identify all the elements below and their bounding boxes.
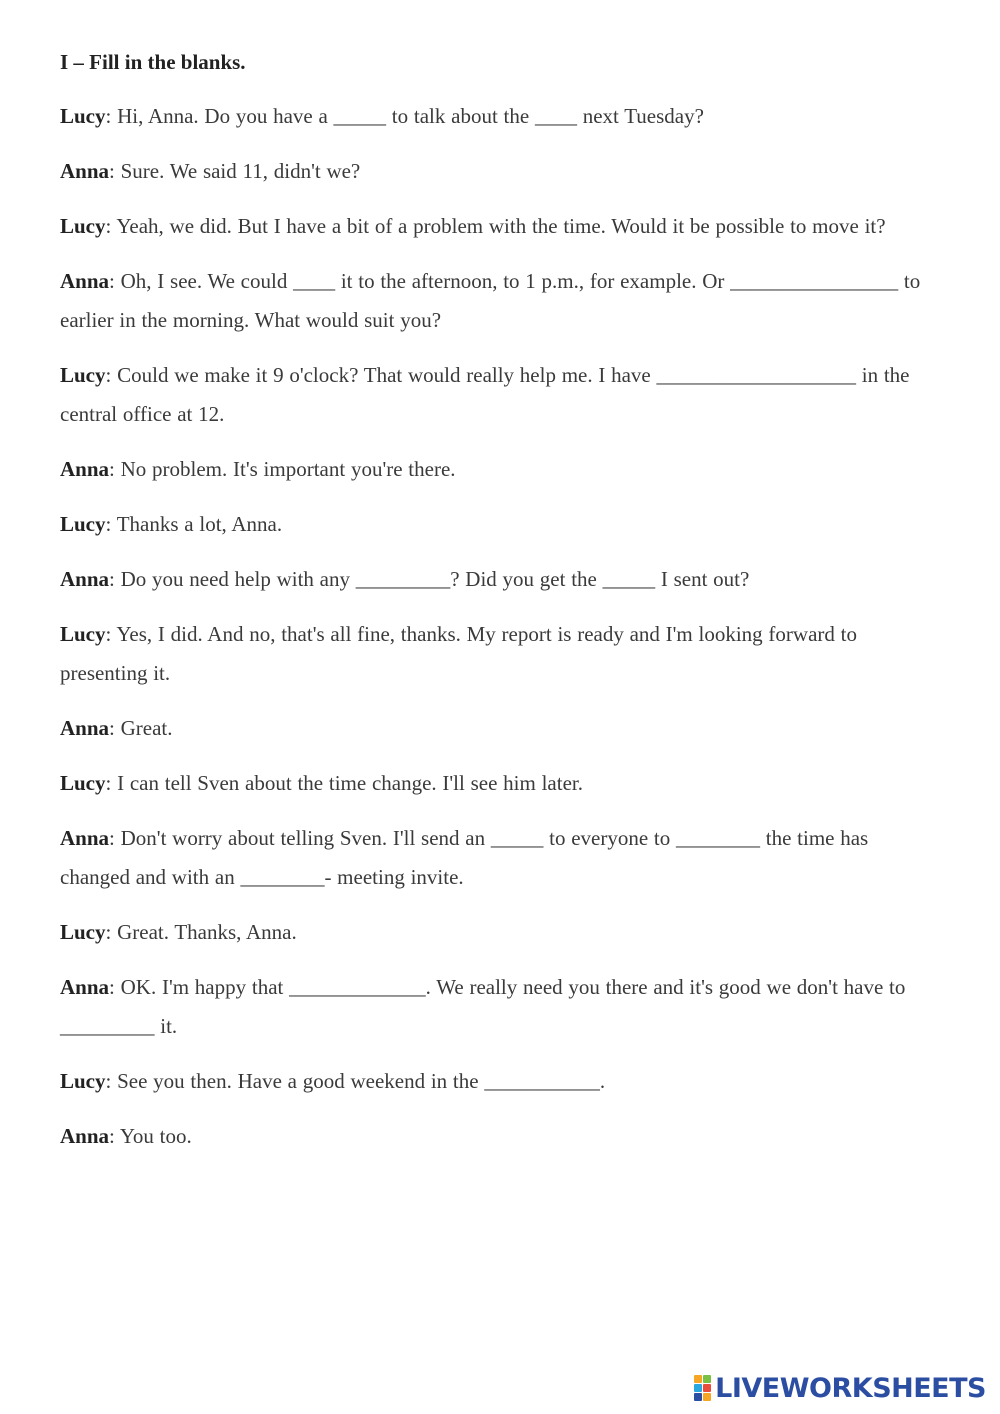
dialogue-line [60, 450, 940, 489]
dialogue-line [60, 615, 940, 693]
line-text: : Great. Thanks, Anna. [105, 920, 297, 944]
logo-mark-tile [703, 1393, 711, 1401]
logo-mark-icon [694, 1375, 711, 1401]
dialogue-line [60, 709, 940, 748]
worksheet-heading: I – Fill in the blanks. [60, 50, 246, 74]
line-text: : OK. I'm happy that _____________. We really need you there and it's good we don't have to _________ it. [60, 975, 906, 1038]
speaker-name: Anna [60, 975, 110, 999]
line-text: : Thanks a lot, Anna. [105, 512, 283, 536]
liveworksheets-logo [694, 1368, 986, 1408]
line-text: : Oh, I see. We could ____ it to the afternoon, to 1 p.m., for example. Or ________________ to earlier in the morning. What would suit you? [60, 269, 921, 332]
line-text: : No problem. It's important you're there. [109, 457, 456, 481]
dialogue-line [60, 1117, 940, 1156]
logo-text: LIVEWORKSHEETS [715, 1372, 986, 1404]
line-text: : Yes, I did. And no, that's all fine, thanks. My report is ready and I'm looking forward to presenting it. [60, 622, 857, 685]
line-text: : Sure. We said 11, didn't we? [109, 159, 361, 183]
speaker-name: Anna [60, 1124, 110, 1148]
line-text: : I can tell Sven about the time change. I'll see him later. [105, 771, 583, 795]
line-text: : You too. [109, 1124, 192, 1148]
speaker-name: Lucy [60, 920, 106, 944]
dialogue-line [60, 819, 940, 897]
speaker-name: Anna [60, 457, 110, 481]
worksheet [60, 42, 940, 1172]
line-text: : Do you need help with any _________? Did you get the _____ I sent out? [109, 567, 750, 591]
dialogue-line [60, 152, 940, 191]
dialogue-line [60, 1062, 940, 1101]
speaker-name: Lucy [60, 363, 106, 387]
speaker-name: Anna [60, 567, 110, 591]
dialogue-line [60, 207, 940, 246]
logo-mark-tile [694, 1384, 702, 1392]
speaker-name: Anna [60, 269, 110, 293]
logo-mark-tile [703, 1384, 711, 1392]
dialogue-line [60, 356, 940, 434]
speaker-name: Lucy [60, 512, 106, 536]
speaker-name: Lucy [60, 622, 106, 646]
line-text: : Great. [109, 716, 173, 740]
speaker-name: Anna [60, 716, 110, 740]
dialogue [60, 97, 940, 1156]
dialogue-line [60, 97, 940, 136]
dialogue-line [60, 262, 940, 340]
dialogue-line [60, 560, 940, 599]
speaker-name: Lucy [60, 104, 106, 128]
dialogue-line [60, 764, 940, 803]
speaker-name: Lucy [60, 214, 106, 238]
speaker-name: Lucy [60, 771, 106, 795]
speaker-name: Anna [60, 159, 110, 183]
dialogue-line [60, 968, 940, 1046]
speaker-name: Lucy [60, 1069, 106, 1093]
logo-mark-tile [703, 1375, 711, 1383]
dialogue-line [60, 505, 940, 544]
line-text: : Don't worry about telling Sven. I'll send an _____ to everyone to ________ the time has changed and with an ________- meeting invite. [60, 826, 869, 889]
line-text: : Yeah, we did. But I have a bit of a problem with the time. Would it be possible to move it? [105, 214, 886, 238]
line-text: : Could we make it 9 o'clock? That would really help me. I have ___________________ in the central office at 12. [60, 363, 910, 426]
dialogue-line [60, 913, 940, 952]
line-text: : See you then. Have a good weekend in the ___________. [105, 1069, 606, 1093]
logo-mark-tile [694, 1375, 702, 1383]
line-text: : Hi, Anna. Do you have a _____ to talk about the ____ next Tuesday? [105, 104, 704, 128]
speaker-name: Anna [60, 826, 110, 850]
logo-mark-tile [694, 1393, 702, 1401]
